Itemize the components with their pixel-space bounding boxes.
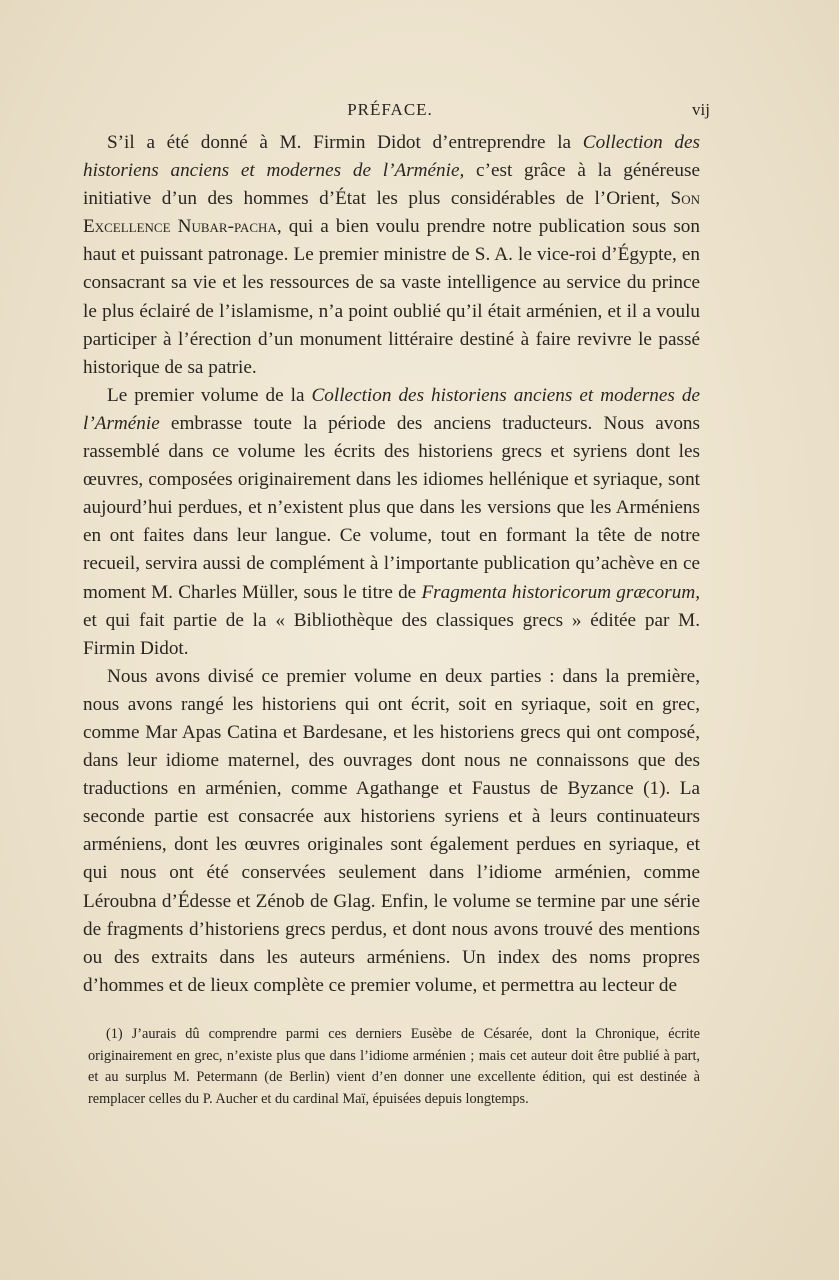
- text-run: et qui fait partie de la « Bibliothèque des classiques grecs » éditée par M. Firmin Didot.: [83, 609, 700, 659]
- text-run: S’il a été donné à M. Firmin Didot d’entreprendre la: [107, 132, 583, 153]
- footnote: (1) J’aurais dû comprendre parmi ces derniers Eusèbe de Césarée, dont la Chronique, écrite originairement en grec, n’existe plus que dans l’idiome arménien ; mais cet auteur doit être publié à part, et au surplus M. Petermann (de Berlin) vient d’en donner une excellente édition, qui est destinée à remplacer celles du P. Aucher et du cardinal Maï, épuisées depuis longtemps.: [88, 1026, 700, 1107]
- italic-title: Collection des historiens anciens et modernes de l’Arménie: [83, 384, 700, 434]
- paragraph: [83, 129, 700, 382]
- running-title: PRÉFACE.: [347, 100, 433, 119]
- main-text: [83, 129, 700, 1000]
- text-run: Le premier volume de la: [107, 384, 312, 406]
- paragraph: [83, 382, 700, 663]
- paragraph: [83, 663, 700, 1000]
- italic-title: Collection des historiens anciens et modernes de l’Arménie,: [83, 132, 700, 182]
- page-header: [80, 100, 710, 130]
- text-run: Nous avons divisé ce premier volume en deux parties : dans la première, nous avons rangé les historiens qui ont écrit, soit en syriaque, soit en grec, comme Mar Apas Catina et Bardesane, et les historiens grecs qui ont composé, dans leur idiome maternel, des ouvrages dont nous ne connaissons que des traductions en arménien, comme Agathange et Faustus de Byzance (1). La seconde partie est consacrée aux historiens syriens et à leurs continuateurs arméniens, dont les œuvres originales sont également perdues en syriaque, et qui nous ont été conservées seulement dans l’idiome arménien, comme Léroubna d’Édesse et Zénob de Glag. Enfin, le volume se termine par une série de fragments d’historiens grecs perdus, et dont nous avons trouvé des mentions ou des extraits dans les auteurs arméniens. Un index des noms propres d’hommes et de lieux complète ce premier volume, et permettra au lecteur de: [83, 665, 700, 996]
- text-run: , qui a bien voulu prendre notre publication sous son haut et puissant patronage. Le premier ministre de S. A. le vice-roi d’Égypte, en consacrant sa vie et les ressources de sa vaste intelligence au service du prince le plus éclairé de l’islamisme, n’a point oublié qu’il était arménien, et il a voulu participer à l’érection d’un monument littéraire destiné à faire revivre le passé historique de sa patrie.: [83, 216, 700, 378]
- footnotes: [88, 1024, 700, 1110]
- small-caps-name: Son Excellence Nubar-pacha: [83, 188, 700, 238]
- page-number: vij: [692, 100, 710, 119]
- text-run: c’est grâce à la généreuse initiative d’un des hommes d’État les plus considérables de l’Orient,: [83, 160, 700, 210]
- text-run: embrasse toute la période des anciens traducteurs. Nous avons rassemblé dans ce volume les écrits des historiens grecs et syriens dont les œuvres, composées originairement dans les idiomes hellénique et syriaque, sont aujourd’hui perdues, et n’existent plus que dans les versions que les Arméniens en ont faites dans leur langue. Ce volume, tout en formant la tête de notre recueil, servira aussi de complément à l’importante publication qu’achève en ce moment M. Charles Müller, sous le titre de: [83, 412, 700, 603]
- italic-title: Fragmenta historicorum græcorum,: [421, 581, 700, 603]
